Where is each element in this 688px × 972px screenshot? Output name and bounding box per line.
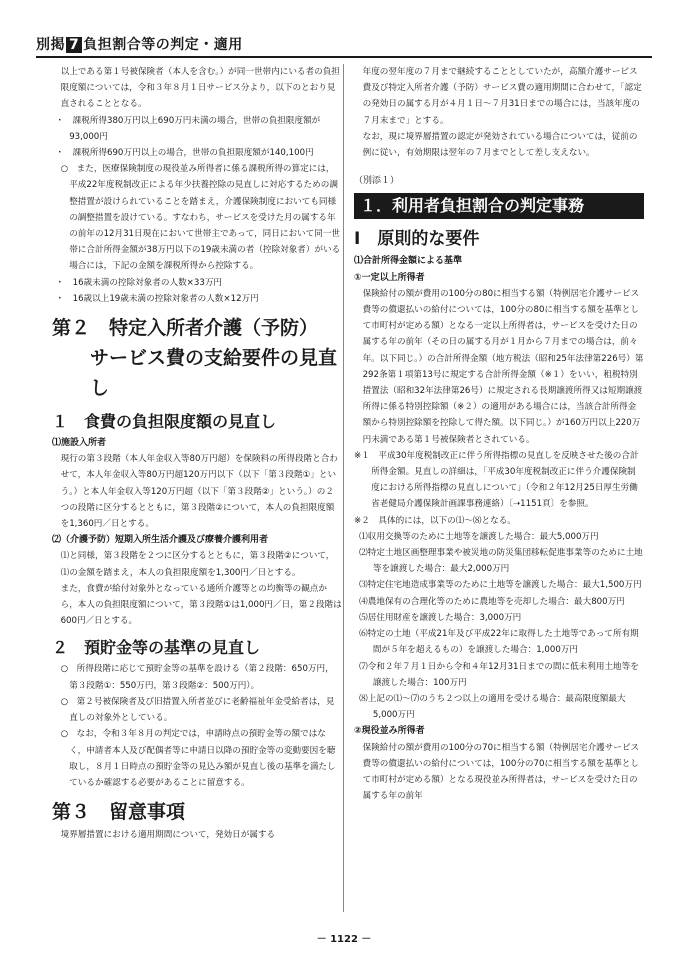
circle-item: ○ 第２号被保険者及び旧措置入所者並びに老齢福祉年金受給者は，見直しの対象外としている。	[60, 696, 335, 724]
header-prefix: 別掲	[36, 37, 65, 53]
item-heading: ⑴施設入所者	[52, 438, 107, 449]
item-heading: ①一定以上所得者	[354, 272, 425, 283]
section-heading-2-line2: サービス費の支給要件の見直し	[90, 347, 338, 400]
paragraph: 現行の第３段階（本人年金収入等80万円超）を保険料の所得段階と合わせて，本人年金収入等80万円超120万円以下（以下「第３段階①」という。）と本人年金収入等120万円超（以下「第３段階②」という。）の２つの段階に区分するとともに，第３段階②について，本人の負担限度額を1,360円／日とする。	[60, 454, 338, 530]
left-column	[52, 64, 342, 843]
appendix-number: 7	[66, 37, 82, 53]
numbered-item: ⑴収用交換等のために土地等を譲渡した場合：最大5,000万円	[359, 531, 599, 542]
section-heading-3: 第３ 留意事項	[52, 801, 186, 824]
subheading-food-limit: １ 食費の負担限度額の見直し	[52, 412, 277, 432]
column-divider	[343, 64, 344, 912]
numbered-item: ⑹特定の土地（平成21年及び平成22年に取得した土地等であって所有期間が５年を超えるもの）を譲渡した場合：1,000万円	[359, 629, 639, 656]
numbered-item: ⑷農地保有の合理化等のために農地等を売却した場合：最大800万円	[359, 596, 625, 607]
numbered-item: ⑺令和２年７月１日から令和４年12月31日までの間に低未利用土地等を譲渡した場合：100万円	[359, 661, 639, 688]
circle-item: ○ また，医療保険制度の現役並み所得者に係る課税所得の算定には，平成22年度税制改正による年少扶養控除の見直しに対応するための調整措置が設けられていることを踏まえ，介護保険制度においても同様の調整措置を設けている。すなわち，サービスを受けた月の属する年の前年の12月31日現在において世帯主であって，同日において同一世帯に合計所得金額が38万円以下の19歳未満の者（控除対象者）がいる場合には，下記の金額を課税所得から控除する。	[60, 164, 341, 272]
bullet-item: ・ 16歳未満の控除対象者の人数×33万円	[55, 277, 223, 288]
numbered-item: ⑸居住用財産を譲渡した場合：3,000万円	[359, 612, 522, 623]
right-column	[354, 64, 644, 804]
intro-paragraph: 以上である第１号被保険者（本人を含む。）が同一世帯内にいる者の負担限度額については，令和３年８月１日サービス分より，以下のとおり見直されることとなる。	[60, 67, 340, 110]
paragraph: ⑴と同様，第３段階を２つに区分するとともに，第３段階②について，⑴の金額を踏まえ，本人の負担限度額を1,300円／日とする。	[60, 551, 335, 578]
numbered-item: ⑻上記の⑴～⑺のうち２つ以上の適用を受ける場合：最高限度額最大5,000万円	[359, 693, 626, 721]
paragraph: なお，現に境界層措置の認定が発効されている場合については，従前の例に従い，有効期限は翌年の７月までとして差し支えない。	[362, 131, 638, 159]
paragraph: 境界層措置における適用期間について，発効日が属する	[60, 830, 276, 841]
numbered-item: ⑶特定住宅地造成事業等のために土地等を譲渡した場合：最大1,500万円	[359, 580, 642, 591]
circle-item: ○ なお，令和３年８月の判定では，申請時点の預貯金等の額ではなく，申請者本人及び配偶者等に申請日以降の預貯金等の変動要因を聴取し，８月１日時点の預貯金等の見込み額が見直し後の基準を満たしているか確認する必要があることに留意する。	[60, 729, 336, 788]
numbered-item: ⑵特定土地区画整理事業や被災地の防災集団移転促進事業等のために土地等を譲渡した場合：最大2,000万円	[359, 548, 643, 575]
header-title: 負担割合等の判定・適用	[83, 37, 243, 53]
item-heading: ②現役並み所得者	[354, 726, 425, 737]
paragraph: 保険給付の額が費用の100分の70に相当する額（特例居宅介護サービス費等の償還払いの給付については，100分の70に相当する額を基準として市町村が定める額）となる現役並み所得者は，サービスを受けた日の属する年の前年	[362, 742, 640, 802]
circle-item: ○ 所得段階に応じて預貯金等の基準を設ける（第２段階：650万円，第３段階①：550万円，第３段階②：500万円）。	[60, 664, 334, 691]
section-heading-2	[52, 313, 342, 403]
running-header	[36, 34, 243, 54]
bullet-item: ・ 課税所得380万円以上690万円未満の場合，世帯の負担限度額が93,000円	[55, 115, 321, 142]
paragraph: 年度の翌年度の７月まで継続することとしていたが，高額介護サービス費及び特定入所者介護（予防）サービス費の適用期間に合わせて，「認定の発効日の属する月が４月１日～７月31日までの場合には，当該年度の７月末まで」とする。	[362, 67, 642, 126]
item-heading: ⑴合計所得金額による基準	[354, 256, 463, 267]
bullet-item: ・ 16歳以上19歳未満の控除対象者の人数×12万円	[55, 293, 259, 304]
header-rule	[36, 56, 652, 58]
paragraph: 保険給付の額が費用の100分の80に相当する額（特例居宅介護サービス費等の償還払いの給付については，100分の80に相当する額を基準として市町村が定める額）となる一定以上所得者は，サービスを受けた日の属する年の前年（その日の属する月が１月から７月までの場合は，前々年。以下同じ。）の合計所得金額（地方税法（昭和25年法律第226号）第292条第１項第13号に規定する合計所得金額（※１）をいい，租税特別措置法（昭和32年法律第26号）に規定される長期譲渡所得又は短期譲渡所得に係る特別控除額（※２）の適用がある場合には，当該合計所得金額から特別控除額を控除して得た額。以下同じ。）が160万円以上220万円未満である第１号被保険者とされている。	[362, 288, 644, 445]
paragraph: また，食費が給付対象外となっている通所介護等との均衡等の観点から，本人の負担限度額について，第３段階①は1,000円／日，第２段階は600円／日とする。	[60, 583, 342, 627]
attachment-title-bar: １．利用者負担割合の判定事務	[354, 193, 644, 219]
note: ※２ 具体的には，以下の⑴～⑻となる。	[354, 515, 516, 526]
roman-heading: Ⅰ 原則的な要件	[354, 229, 480, 250]
attachment-label: （別添１）	[354, 176, 400, 187]
subheading-savings: ２ 預貯金等の基準の見直し	[52, 638, 261, 658]
item-heading: ⑵（介護予防）短期入所生活介護及び療養介護利用者	[52, 535, 269, 546]
section-heading-2-line1: 第２ 特定入所者介護（予防）	[52, 317, 319, 340]
page-number: － 1122 －	[316, 934, 372, 945]
bullet-item: ・ 課税所得690万円以上の場合，世帯の負担限度額が140,100円	[55, 148, 314, 159]
note: ※１ 平成30年度税制改正に伴う所得指標の見直しを反映させた後の合計所得金額。見直しの詳細は，「平成30年度税制改正に伴う介護保険制度における所得指標の見直しについて」（令和２年12月25日厚生労働省老健局介護保険計画課事務連絡）〔➝1151頁〕を参照。	[354, 450, 639, 510]
